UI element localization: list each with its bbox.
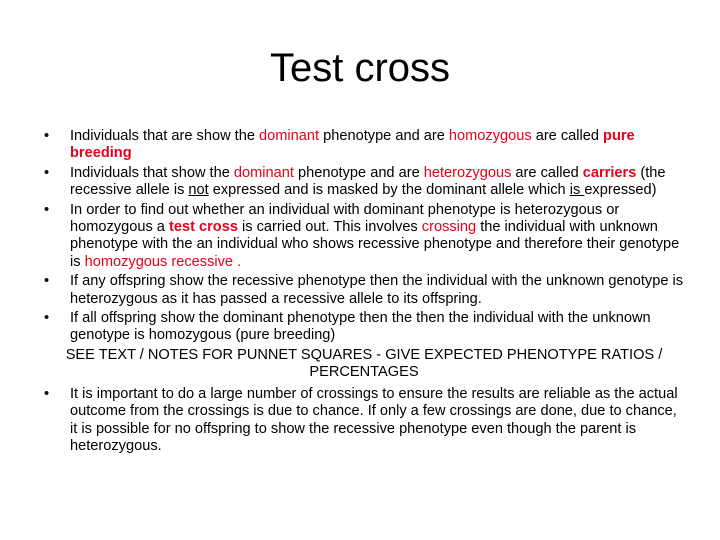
bullet-item [44,128,684,163]
bullet-text [70,128,635,161]
text-run: is carried out. This involves [237,219,422,236]
text-run: crossing [421,219,477,236]
bullet-icon: • [44,164,50,181]
center-note: SEE TEXT / NOTES FOR PUNNET SQUARES - GIVE EXPECTED PHENOTYPE RATIOS / PERCENTAGES [65,346,663,381]
bullet-text [70,202,679,270]
text-run: expressed) [584,182,657,199]
bullet-item [44,165,684,200]
text-run: If all offspring show the dominant phenotype then the then the individual with the unknown genotype is homozygous (pure breeding) [70,310,651,344]
bullet-item [44,310,684,345]
bullet-text [70,165,666,198]
text-run: are called [531,128,604,144]
bullet-list [44,128,684,457]
bullet-icon: • [44,310,50,327]
text-run: are called [511,164,583,181]
bullet-icon: • [44,128,50,144]
bullet-text [70,310,651,343]
text-run: homozygous [448,128,532,144]
bullet-item [44,202,684,272]
bullet-item [44,273,684,308]
text-run: phenotype and are [319,128,449,144]
bullet-icon: • [44,201,50,218]
text-run: expressed and is masked by the dominant allele which [208,182,570,199]
text-run: dominant [259,128,320,144]
text-run: In order to find out whether an individual with dominant phenotype is heterozygous or homozygous a [70,201,620,236]
bullet-item [44,386,684,456]
text-run: carriers [582,164,637,181]
text-run: is [569,182,585,199]
text-run: heterozygous [423,164,512,181]
text-run: the individual with unknown phenotype with the an individual who shows recessive phenotype and therefore their genotype is [70,219,680,270]
text-run: pure breeding [70,128,635,162]
text-run: Individuals that show the [70,164,234,181]
text-run: (the recessive allele is [70,164,666,199]
bullet-text [70,386,678,454]
text-run: not [188,182,209,199]
text-run: Individuals that are show the [70,128,260,144]
bullet-icon: • [44,385,50,402]
text-run: homozygous recessive . [84,253,242,270]
text-run: dominant [233,164,294,181]
slide-title: Test cross [269,46,451,90]
text-run: If any offspring show the recessive phenotype then the individual with the unknown genotype is heterozygous as it has passed a recessive allele to its offspring. [70,273,684,307]
text-run: It is important to do a large number of crossings to ensure the results are reliable as the actual outcome from the crossings is due to chance. If only a few crossings are done, due to chance, it is possible for no offspring to show the recessive phenotype even though the parent is heterozygous. [70,385,678,454]
text-run: phenotype and are [293,164,424,181]
bullet-text [70,273,683,306]
text-run: test cross [168,219,238,236]
bullet-icon: • [44,273,50,290]
